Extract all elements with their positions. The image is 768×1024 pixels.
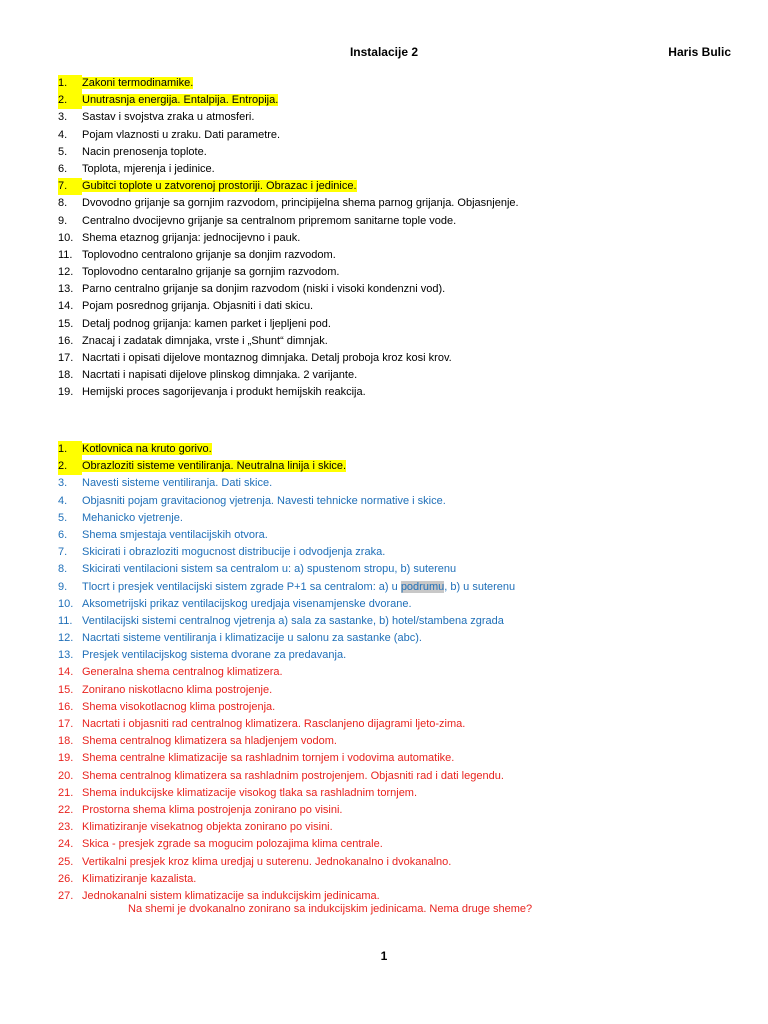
list-item-number: 6. <box>58 528 68 541</box>
list-item <box>58 716 515 733</box>
list-item <box>58 75 519 92</box>
list-item-number: 16. <box>58 334 74 347</box>
list-item-text: Navesti sisteme ventiliranja. Dati skice. <box>82 477 273 490</box>
list-item-text: Skicirati ventilacioni sistem sa centralom u: a) spustenom stropu, b) suterenu <box>82 563 457 576</box>
list-item-text: Skica - presjek zgrade sa mogucim polozajima klima centrale. <box>82 838 383 851</box>
list-item-text: Unutrasnja energija. Entalpija. Entropija. <box>82 94 279 107</box>
list-item-number: 1. <box>58 75 82 92</box>
list-item-text: Nacrtati i opisati dijelove montaznog dimnjaka. Detalj proboja kroz kosi krov. <box>82 352 452 364</box>
list-item-number: 15. <box>58 317 74 330</box>
list-item-number: 9. <box>58 580 68 593</box>
list-item-number: 27. <box>58 889 74 902</box>
list-item <box>58 647 515 664</box>
list-item <box>58 441 515 458</box>
list-item-text: Presjek ventilacijskog sistema dvorane za predavanja. <box>82 649 347 662</box>
list-item <box>58 836 515 853</box>
list-item <box>58 768 515 785</box>
list-item-text: Shema visokotlacnog klima postrojenja. <box>82 700 276 713</box>
list-item <box>58 544 515 561</box>
note-text: Na shemi je dvokanalno zonirano sa indukcijskim jedinicama. Nema druge sheme? <box>128 903 533 915</box>
document-title: Instalacije 2 <box>349 45 419 59</box>
list-item <box>58 561 515 578</box>
list-item <box>58 527 515 544</box>
list-item <box>58 230 519 247</box>
list-item-number: 3. <box>58 477 68 490</box>
list-item <box>58 871 515 888</box>
list-item-text: Kotlovnica na kruto gorivo. <box>82 443 212 455</box>
list-item-text: Vertikalni presjek kroz klima uredjaj u suterenu. Jednokanalno i dvokanalno. <box>82 855 452 868</box>
list-item-text: Aksometrijski prikaz ventilacijskog uredjaja visenamjenske dvorane. <box>82 597 412 610</box>
list-item-number: 17. <box>58 718 74 730</box>
list-item-text: Nacin prenosenja toplote. <box>82 145 207 158</box>
list-item-text: Toplota, mjerenja i jedinice. <box>82 162 215 175</box>
list-item-text: Pojam vlaznosti u zraku. Dati parametre. <box>82 128 281 141</box>
list-item <box>58 298 519 315</box>
list-item-number: 8. <box>58 563 68 576</box>
list-item-number: 4. <box>58 128 68 141</box>
list-item <box>58 802 515 819</box>
list-item-number: 20. <box>58 769 74 782</box>
list-item-number: 10. <box>58 597 74 610</box>
list-item-text: Parno centralno grijanje sa donjim razvodom (niski i visoki kondenzni vod). <box>82 283 446 296</box>
list-item <box>58 733 515 750</box>
list-item-number: 25. <box>58 855 74 868</box>
list-item <box>58 458 515 475</box>
list-item-number: 12. <box>58 266 74 279</box>
list-item-number: 14. <box>58 666 74 679</box>
list-item-text: Generalna shema centralnog klimatizera. <box>82 666 283 679</box>
list-item <box>58 613 515 630</box>
list-item <box>58 699 515 716</box>
list-item-text: Detalj podnog grijanja: kamen parket i ljepljeni pod. <box>82 317 331 330</box>
list-item-text: Mehanicko vjetrenje. <box>82 511 183 524</box>
list-item-text: Gubitci toplote u zatvorenoj prostoriji. Obrazac i jedinice. <box>82 180 357 193</box>
list-item <box>58 630 515 647</box>
list-item-number: 26. <box>58 872 74 885</box>
list-item <box>58 333 519 350</box>
list-item-text: Sastav i svojstva zraka u atmosferi. <box>82 111 255 124</box>
list-item <box>58 510 515 527</box>
list-item-number: 21. <box>58 786 74 799</box>
list-item-number: 5. <box>58 511 68 524</box>
list-item-text: Jednokanalni sistem klimatizacije sa indukcijskim jedinicama. <box>82 889 380 902</box>
list-item <box>58 596 515 613</box>
list-item-text: Shema etaznog grijanja: jednocijevno i pauk. <box>82 231 301 244</box>
selected-word: podrumu <box>400 580 445 593</box>
list-item-number: 6. <box>58 162 68 175</box>
list-item-text: Shema smjestaja ventilacijskih otvora. <box>82 528 268 541</box>
list-item <box>58 281 519 298</box>
list-item-text: Nacrtati i napisati dijelove plinskog dimnjaka. 2 varijante. <box>82 369 358 382</box>
list-item-number: 9. <box>58 214 68 227</box>
page-number: 1 <box>380 949 388 963</box>
list-item-number: 13. <box>58 649 74 662</box>
list-item-number: 17. <box>58 352 74 364</box>
list-item <box>58 367 519 384</box>
list-item <box>58 664 515 681</box>
list-item <box>58 350 519 367</box>
list-item <box>58 195 519 212</box>
list-item <box>58 127 519 144</box>
list-item <box>58 109 519 126</box>
list-item-text: Obrazloziti sisteme ventiliranja. Neutralna linija i skice. <box>82 460 347 473</box>
list-item <box>58 384 519 401</box>
list-item <box>58 213 519 230</box>
list-item-text <box>82 581 515 593</box>
list-item-number: 16. <box>58 700 74 713</box>
list-item-number: 19. <box>58 386 74 399</box>
list-item-text: Toplovodno centralono grijanje sa donjim razvodom. <box>82 248 336 261</box>
list-item-number: 18. <box>58 369 74 382</box>
list-item <box>58 178 519 195</box>
list-item <box>58 579 515 596</box>
list-item <box>58 161 519 178</box>
list-item <box>58 819 515 836</box>
list-item-number: 12. <box>58 632 74 645</box>
list-item <box>58 854 515 871</box>
list-item-number: 19. <box>58 752 74 765</box>
list-item-number: 10. <box>58 231 74 244</box>
list-item-number: 2. <box>58 458 82 475</box>
list-item-number: 2. <box>58 92 82 109</box>
list-item <box>58 316 519 333</box>
list-item-number: 7. <box>58 546 68 559</box>
list-item <box>58 750 515 767</box>
list-item-text: Objasniti pojam gravitacionog vjetrenja. Navesti tehnicke normative i skice. <box>82 494 446 507</box>
list-item-text: Nacrtati sisteme ventiliranja i klimatizacije u salonu za sastanke (abc). <box>82 632 422 645</box>
list-item-text: Znacaj i zadatak dimnjaka, vrste i „Shunt“ dimnjak. <box>82 334 328 347</box>
list-item-number: 4. <box>58 494 68 507</box>
list-item-number: 13. <box>58 283 74 296</box>
list-item-number: 23. <box>58 821 74 834</box>
list-item <box>58 682 515 699</box>
list-item <box>58 493 515 510</box>
list-item-number: 11. <box>58 614 73 627</box>
list-item-number: 11. <box>58 248 73 261</box>
list-item-text: Centralno dvocijevno grijanje sa centralnom pripremom sanitarne tople vode. <box>82 214 457 227</box>
list-item-text: Shema centralnog klimatizera sa hladjenjem vodom. <box>82 735 337 748</box>
list-item-number: 5. <box>58 145 68 158</box>
list-item-number: 14. <box>58 300 74 313</box>
list-item-number: 8. <box>58 197 68 210</box>
list-item-text: Shema centralnog klimatizera sa rashladnim postrojenjem. Objasniti rad i dati legendu. <box>82 769 504 782</box>
list-item-number: 18. <box>58 735 74 748</box>
list-item-text: Zakoni termodinamike. <box>82 77 194 89</box>
list-item <box>58 475 515 492</box>
list-item-text: Shema indukcijske klimatizacije visokog tlaka sa rashladnim tornjem. <box>82 786 418 799</box>
list-item-text-after: , b) u suterenu <box>444 580 516 593</box>
list-item-number: 22. <box>58 803 74 816</box>
list-item-text-before: Tlocrt i presjek ventilacijski sistem zgrade P+1 sa centralom: a) u <box>82 580 401 593</box>
list-item-number: 1. <box>58 441 82 458</box>
list-item-number: 24. <box>58 838 74 851</box>
list-item-text: Ventilacijski sistemi centralnog vjetrenja a) sala za sastanke, b) hotel/stambena zgrada <box>82 614 504 627</box>
list-item-number: 7. <box>58 178 82 195</box>
list-item <box>58 144 519 161</box>
document-author: Haris Bulic <box>668 45 731 59</box>
list-item-text: Zonirano niskotlacno klima postrojenje. <box>82 683 273 696</box>
list-item-text: Skicirati i obrazloziti mogucnost distribucije i odvodjenja zraka. <box>82 546 386 559</box>
list-item-text: Hemijski proces sagorijevanja i produkt hemijskih reakcija. <box>82 386 366 399</box>
list-item-number: 15. <box>58 683 74 696</box>
question-list-ventilation <box>58 441 515 905</box>
list-item-text: Prostorna shema klima postrojenja zonirano po visini. <box>82 803 343 816</box>
list-item-text: Shema centralne klimatizacije sa rashladnim tornjem i vodovima automatike. <box>82 752 455 765</box>
list-item-text: Pojam posrednog grijanja. Objasniti i dati skicu. <box>82 300 314 313</box>
list-item-text: Toplovodno centaralno grijanje sa gornjim razvodom. <box>82 266 340 279</box>
list-item <box>58 247 519 264</box>
list-item <box>58 264 519 281</box>
list-item-text: Nacrtati i objasniti rad centralnog klimatizera. Rasclanjeno dijagrami ljeto-zima. <box>82 718 466 730</box>
list-item-number: 3. <box>58 111 68 124</box>
list-item <box>58 785 515 802</box>
question-list-heating <box>58 75 519 402</box>
list-item-text: Dvovodno grijanje sa gornjim razvodom, principijelna shema parnog grijanja. Objasnjenje. <box>82 197 519 210</box>
list-item <box>58 92 519 109</box>
list-item-text: Klimatiziranje visekatnog objekta zonirano po visini. <box>82 821 333 834</box>
list-item-text: Klimatiziranje kazalista. <box>82 872 197 885</box>
